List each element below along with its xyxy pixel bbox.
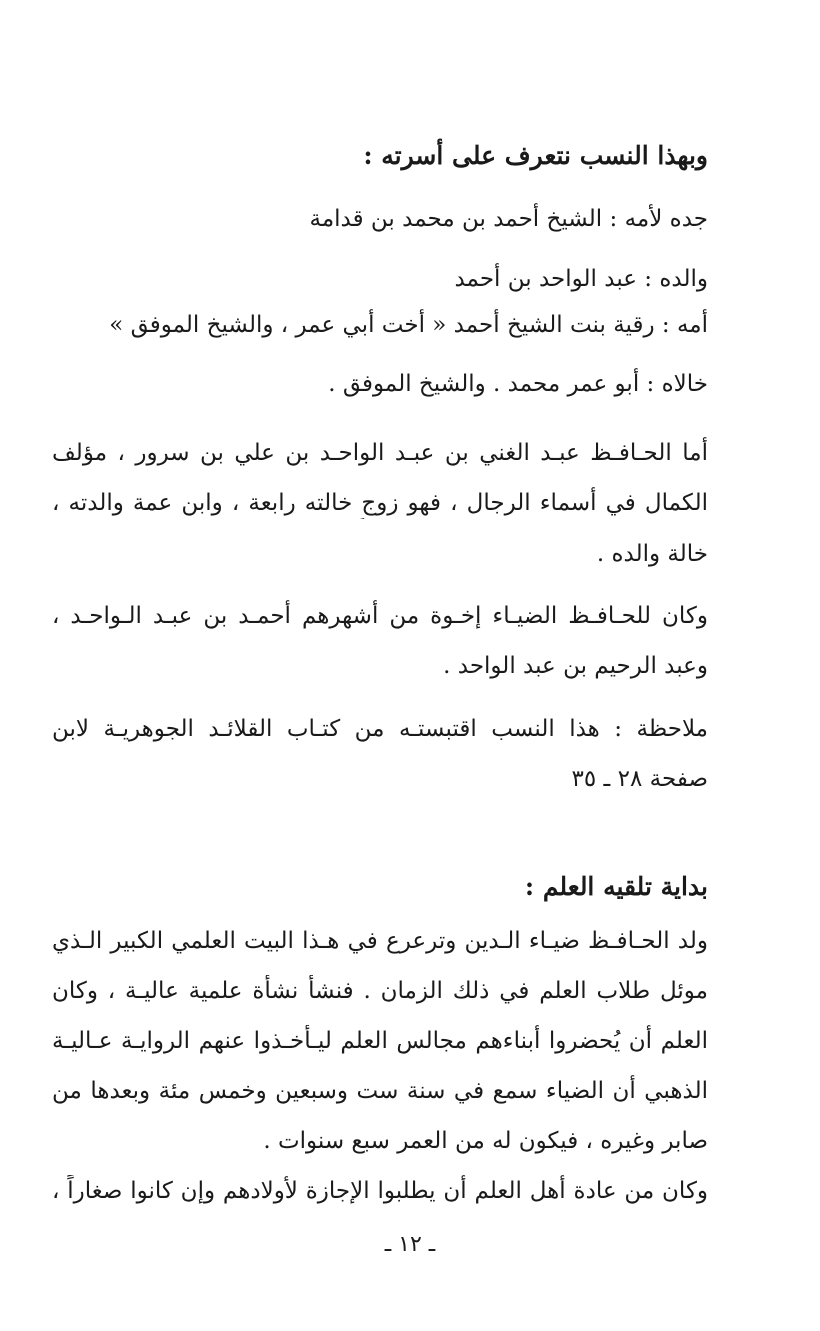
family-line-grandfather: جده لأمه : الشيخ أحمد بن محمد بن قدامة: [309, 206, 708, 232]
paragraph-line: أما الحـافـظ عبـد الغني بن عبـد الواحـد بن علي بن سرور ، مؤلف: [52, 440, 708, 466]
paragraph-line: الذهبي أن الضياء سمع في سنة ست وسبعين وخمس مئة وبعدها من: [52, 1078, 708, 1104]
family-line-uncles: خالاه : أبو عمر محمد . والشيخ الموفق .: [328, 371, 708, 397]
paragraph-line: ولد الحـافـظ ضيـاء الـدين وترعرع في هـذا البيت العلمي الكبير الـذي: [52, 928, 708, 954]
paragraph-line: موئل طلاب العلم في ذلك الزمان . فنشأ نشأة علمية عاليـة ، وكان: [52, 978, 708, 1004]
section-heading-learning: بداية تلقيه العلم :: [524, 872, 708, 901]
note-line: ملاحظة : هذا النسب اقتبستـه من كتـاب القلائـد الجوهريـة لابن: [52, 716, 708, 742]
page-number: ـ ١٢ ـ: [384, 1232, 436, 1257]
paragraph-line: خالة والده .: [596, 541, 708, 567]
family-line-mother: أمه : رقية بنت الشيخ أحمد « أخت أبي عمر ، والشيخ الموفق »: [109, 312, 708, 338]
family-line-father: والده : عبد الواحد بن أحمد: [454, 266, 708, 292]
paragraph-line: وكان من عادة أهل العلم أن يطلبوا الإجازة لأولادهم وإن كانوا صغاراً ،: [52, 1178, 708, 1204]
paragraph-line: وكان للحـافـظ الضيـاء إخـوة من أشهرهم أحمـد بن عبـد الـواحـد ،: [52, 603, 708, 629]
paragraph-line: وعبد الرحيم بن عبد الواحد .: [443, 653, 708, 679]
paragraph-line: العلم أن يُحضروا أبناءهم مجالس العلم ليـأخـذوا عنهم الروايـة عـاليـة: [52, 1028, 708, 1054]
paragraph-line: الكمال في أسماء الرجال ، فهو زوج خالته رابعة ، وابن عمة والدته ،: [52, 490, 708, 516]
section-heading-family: وبهذا النسب نتعرف على أسرته :: [363, 141, 708, 170]
paragraph-line: صابر وغيره ، فيكون له من العمر سبع سنوات .: [263, 1128, 708, 1154]
note-line: صفحة ٢٨ ـ ٣٥: [571, 766, 708, 792]
